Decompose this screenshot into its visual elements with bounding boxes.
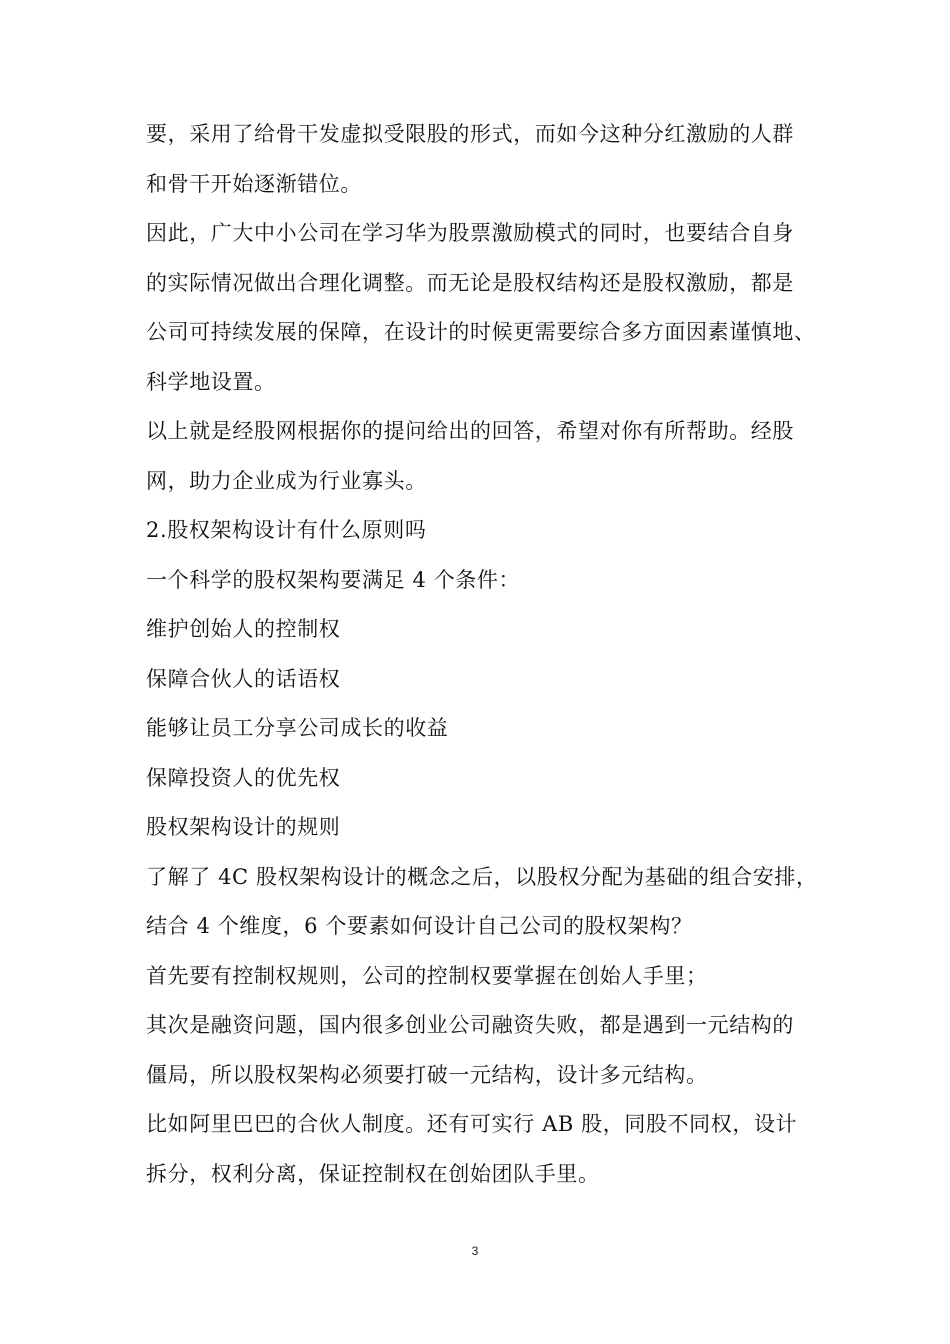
section-heading: 2.股权架构设计有什么原则吗 — [146, 518, 427, 542]
text-line: 公司可持续发展的保障，在设计的时候更需要综合多方面因素谨慎地、 — [146, 320, 816, 344]
text-line: 首先要有控制权规则，公司的控制权要掌握在创始人手里； — [146, 963, 708, 988]
list-item: 维护创始人的控制权 — [146, 617, 341, 641]
text-line: 要，采用了给骨干发虚拟受限股的形式，而如今这种分红激励的人群 — [146, 122, 794, 146]
subheading: 股权架构设计的规则 — [146, 815, 341, 839]
text-line: 拆分，权利分离，保证控制权在创始团队手里。 — [146, 1161, 600, 1186]
list-item: 能够让员工分享公司成长的收益 — [146, 716, 449, 740]
text-line: 其次是融资问题，国内很多创业公司融资失败，都是遇到一元结构的 — [146, 1013, 794, 1037]
text-line: 网，助力企业成为行业寡头。 — [146, 468, 427, 493]
text-line: 僵局，所以股权架构必须要打破一元结构，设计多元结构。 — [146, 1062, 708, 1087]
text-line: 了解了 4C 股权架构设计的概念之后，以股权分配为基础的组合安排， — [146, 864, 818, 889]
body-text — [146, 110, 816, 1199]
page-number: 3 — [471, 1244, 479, 1258]
text-line: 因此，广大中小公司在学习华为股票激励模式的同时，也要结合自身 — [146, 221, 794, 245]
text-line: 和骨干开始逐渐错位。 — [146, 171, 362, 196]
text-line: 科学地设置。 — [146, 369, 276, 394]
text-line: 以上就是经股网根据你的提问给出的回答，希望对你有所帮助。经股 — [146, 419, 794, 443]
text-line: 一个科学的股权架构要满足 4 个条件： — [146, 567, 521, 592]
text-line: 结合 4 个维度，6 个要素如何设计自己公司的股权架构？ — [146, 914, 693, 938]
list-item: 保障合伙人的话语权 — [146, 666, 341, 691]
list-item: 保障投资人的优先权 — [146, 765, 341, 790]
text-line: 的实际情况做出合理化调整。而无论是股权结构还是股权激励，都是 — [146, 270, 794, 295]
text-line: 比如阿里巴巴的合伙人制度。还有可实行 AB 股，同股不同权，设计 — [146, 1112, 798, 1136]
